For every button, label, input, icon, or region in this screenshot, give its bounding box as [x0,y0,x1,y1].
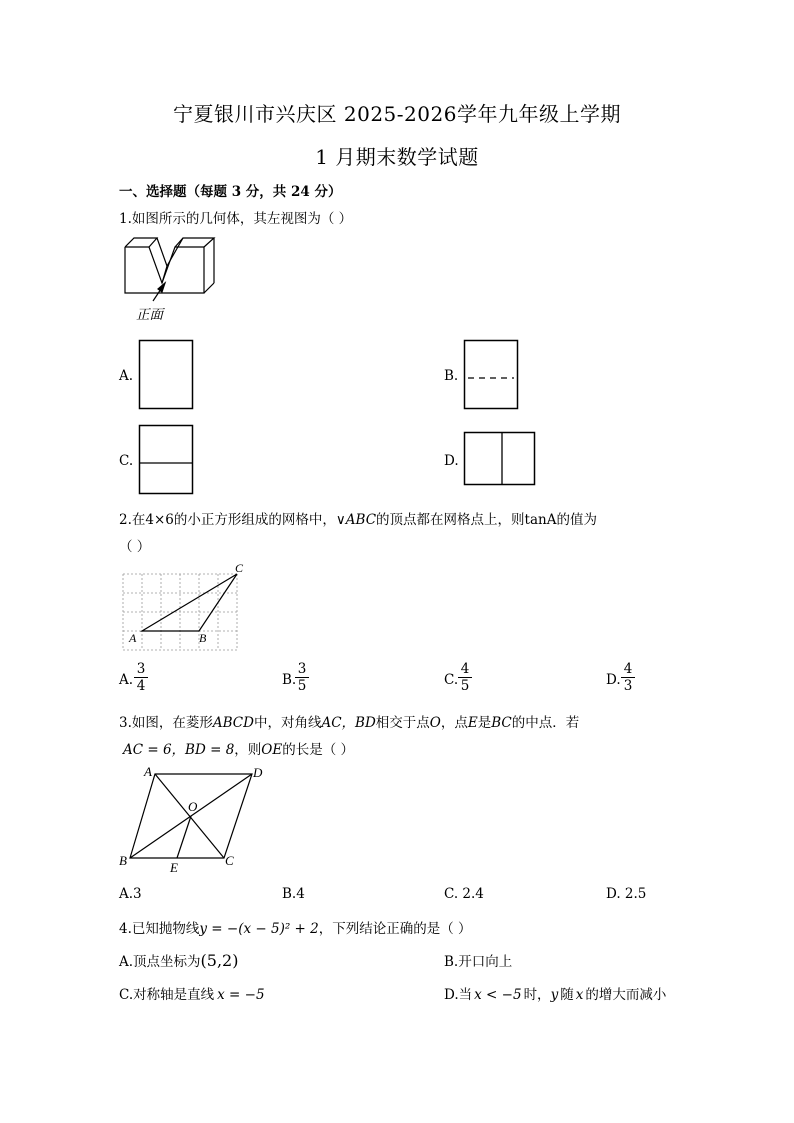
q1-figure-label: 正面 [136,307,163,323]
q4-math-parabola: y = −(x − 5)² + 2 [199,921,319,937]
q4-option-c-text: 对称轴是直线 [133,987,215,1003]
q1-option-c-label: C. [119,453,134,469]
q3-stem-c: 相交于点 [375,715,430,731]
q2-option-c-fraction [458,661,472,694]
q2-label-c: C [235,561,244,575]
q3-option-d: D. 2.5 [606,886,647,902]
q3-stem-f: 的中点．若 [511,715,580,731]
q2-option-d-den: 3 [623,678,633,694]
q4-option-b-text: 开口向上 [458,954,513,970]
q1-option-d-label: D. [444,453,459,469]
q4-option-d-math2: y [550,987,559,1003]
q1-stem: 1.如图所示的几何体，其左视图为（ ） [119,211,353,227]
q2-grid-figure [121,562,256,657]
q2-option-b-letter: B. [282,672,297,688]
q4-stem-a: 4.已知抛物线 [119,921,200,937]
q4-option-d-text: 当 [458,987,473,1003]
q3-stem-a: 3.如图，在菱形 [119,715,213,731]
q2-option-a-den: 4 [136,678,146,694]
q2-math-grid: 4×6 [145,512,174,528]
q2-stem-d: 的值为 [556,512,597,528]
q3-math-diagonals: AC，BD [321,715,376,731]
q3-option-c: C. 2.4 [444,886,484,902]
q4-option-c-math: x = −5 [217,987,265,1003]
q2-option-c-num: 4 [458,661,472,678]
q3-math-oe: OE [261,742,283,758]
q3-math-bc: BC [491,715,512,731]
q2-option-b-num: 3 [295,661,309,678]
q3-option-b: B.4 [282,886,305,902]
q4-option-d [444,983,666,1003]
q3-stem-b: 中，对角线 [253,715,322,731]
q4-option-c [119,983,265,1003]
q3-stem [119,711,579,731]
q1-option-b-figure [464,340,519,410]
q3-label-b: B [119,853,127,868]
section-heading: 一、选择题（每题 3 分，共 24 分） [119,184,342,200]
q2-option-d-num: 4 [621,661,635,678]
q3-math-e: E [467,715,478,731]
q2-option-b-den: 5 [297,678,307,694]
q4-stem [119,917,472,937]
q2-label-a: A [129,631,137,645]
q2-label-b: B [199,631,207,645]
q2-option-a-fraction [134,661,148,694]
q2-option-a-letter: A. [119,672,134,688]
q4-option-d-math: x < −5 [474,987,522,1003]
q3-label-e: E [170,860,178,875]
q2-stem-c: 的顶点都在网格点上，则 [376,512,525,528]
q4-option-d-text4: 的增大而减小 [585,987,667,1003]
q3-label-c: C [225,853,234,868]
q4-stem-b: ，下列结论正确的是（ ） [318,921,472,937]
q1-option-b-label: B. [444,368,459,384]
q3-cond-c: 的长是（ ） [282,742,355,758]
q3-condition [123,738,354,758]
q4-option-a [119,950,238,970]
q4-option-c-letter: C. [119,987,134,1003]
q1-option-d-figure [464,432,536,487]
q2-stem-a: 2.在 [119,512,146,528]
q1-option-a-figure [139,340,194,410]
q3-math-condition: AC = 6，BD = 8 [123,742,235,758]
exam-title-line1: 宁夏银川市兴庆区 2025-2026学年九年级上学期 [173,102,621,126]
q3-cond-b: ，则 [234,742,262,758]
q3-label-o: O [188,799,198,814]
q2-option-a-num: 3 [134,661,148,678]
q4-option-d-letter: D. [444,987,459,1003]
q3-option-a: A.3 [119,886,142,902]
q1-solid-figure [120,233,220,303]
q4-option-d-text2: 时， [523,987,551,1003]
q2-answer-paren: （ ） [119,539,151,555]
q2-stem-b: 的小正方形组成的网格中， [173,512,336,528]
q2-option-c-letter: C. [444,672,459,688]
q1-option-a-label: A. [119,368,134,384]
q4-option-d-math3: x [575,987,584,1003]
q4-option-b [444,950,512,970]
q3-math-o: O [429,715,441,731]
q1-option-c-figure [139,425,194,495]
q4-option-b-letter: B. [444,954,459,970]
q2-option-c-den: 5 [460,678,470,694]
q2-option-b-fraction [295,661,309,694]
q4-option-a-text: 顶点坐标为 [133,954,201,970]
q2-math-tan: tanA [524,512,557,528]
q3-label-a: A [144,764,152,779]
q4-option-a-math: (5,2) [200,951,239,970]
q3-stem-d: ，点 [440,715,468,731]
q2-math-triangle: ∨ABC [335,512,377,528]
q4-option-a-letter: A. [119,954,134,970]
q2-option-d-fraction [621,661,635,694]
exam-title-line2: 1 月期末数学试题 [315,145,479,169]
q4-option-d-text3: 随 [560,987,574,1003]
q3-math-abcd: ABCD [212,715,254,731]
q2-stem [119,508,597,528]
q2-option-d-letter: D. [606,672,621,688]
q3-label-d: D [253,765,263,780]
q3-stem-e: 是 [477,715,492,731]
q3-rhombus-figure [117,764,272,876]
